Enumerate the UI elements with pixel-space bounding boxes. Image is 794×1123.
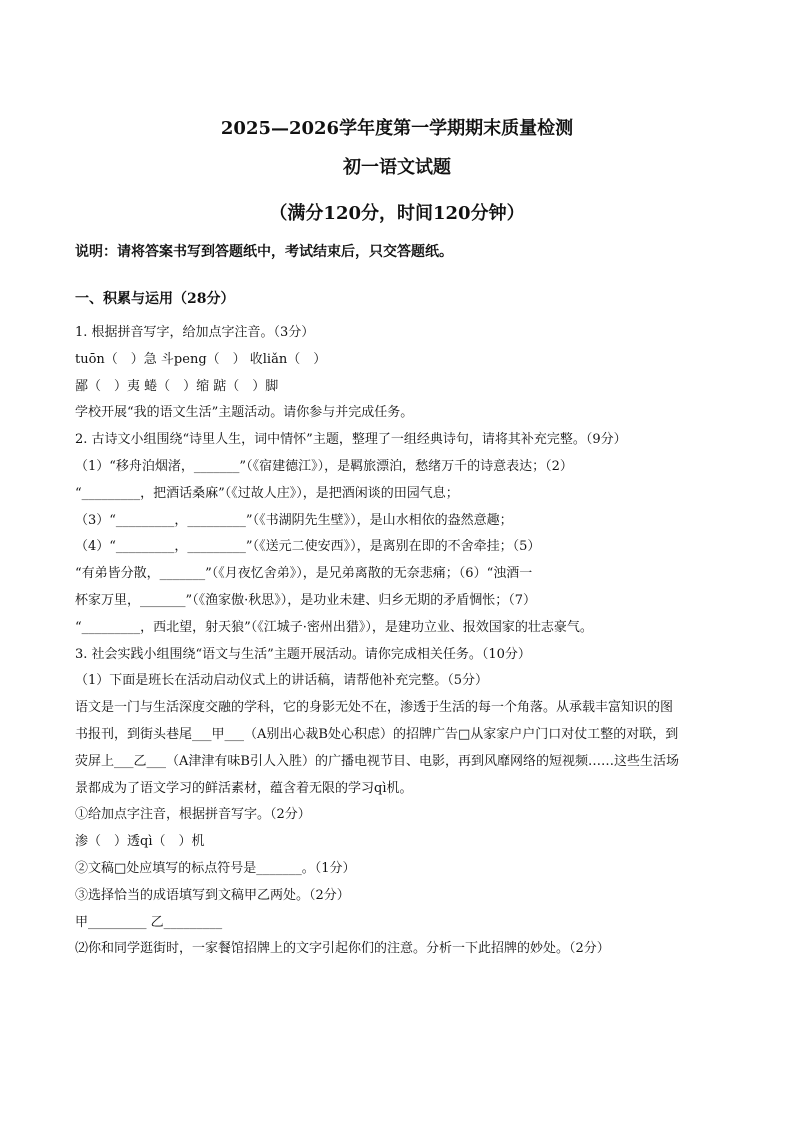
question-line: （1）下面是班长在活动启动仪式上的讲话稿，请帮他补充完整。（5分） bbox=[75, 673, 489, 689]
question-line: （1）“移舟泊烟渚，_______”（《宿建德江》），是羁旅漂泊，愁绪万千的诗意表达；（2） bbox=[75, 458, 573, 474]
question-line: ⑵你和同学逛街时，一家餐馆招牌上的文字引起你们的注意。分析一下此招牌的妙处。（2分） bbox=[75, 941, 610, 957]
question-line: “有弟皆分散，_______”（《月夜忆舍弟》），是兄弟离散的无奈悲痛；（6）“浊酒一 bbox=[75, 566, 533, 582]
question-line: ①给加点字注音，根据拼音写字。（2分） bbox=[75, 807, 311, 823]
question-line: （4）“_________，_________”（《送元二使安西》），是离别在即的不舍牵挂；（5） bbox=[75, 539, 541, 555]
exam-score-time: （满分120分，时间120分钟） bbox=[269, 203, 525, 224]
exam-title: 2025—2026学年度第一学期期末质量检测 bbox=[220, 118, 574, 139]
question-line: 3. 社会实践小组围绕“语文与生活”主题开展活动。请你完成相关任务。（10分） bbox=[75, 646, 531, 662]
exam-subject: 初一语文试题 bbox=[343, 157, 451, 178]
question-line: 2. 古诗文小组围绕“诗里人生，词中情怀”主题，整理了一组经典诗句，请将其补充完整。（9分） bbox=[75, 432, 627, 448]
question-line: ③选择恰当的成语填写到文稿甲乙两处。（2分） bbox=[75, 887, 350, 903]
section-heading: 一、积累与运用（28分） bbox=[75, 291, 235, 307]
question-line: 语文是一门与生活深度交融的学科，它的身影无处不在，渗透于生活的每一个角落。从承载丰富知识的图 bbox=[75, 700, 674, 716]
exam-instructions: 说明：请将答案书写到答题纸中，考试结束后，只交答题纸。 bbox=[75, 244, 453, 260]
question-line: 书报刊，到街头巷尾___甲___（A别出心裁B处心积虑）的招牌广告□从家家户户门口对仗工整的对联，到 bbox=[75, 726, 679, 742]
question-line: 杯家万里，_______”（《渔家傲·秋思》），是功业未建、归乡无期的矛盾惆怅；（7） bbox=[75, 592, 537, 608]
question-line: 1. 根据拼音写字，给加点字注音。（3分） bbox=[75, 325, 315, 340]
question-line: 学校开展“我的语文生活”主题活动。请你参与并完成任务。 bbox=[75, 405, 414, 421]
question-line: 甲_________ 乙_________ bbox=[75, 914, 223, 930]
question-line: 景都成为了语文学习的鲜活素材，蕴含着无限的学习qì机。 bbox=[75, 780, 413, 796]
question-line: （3）“_________，_________”（《书湖阴先生壁》），是山水相依的盎然意趣； bbox=[75, 512, 513, 528]
question-line: 渗（ ）透qì（ ）机 bbox=[75, 834, 205, 850]
section-body bbox=[75, 320, 725, 963]
question-line: “_________，把酒话桑麻”（《过故人庄》），是把酒闲谈的田园气息； bbox=[75, 485, 459, 501]
question-line: tuōn（ ）急 斗peng（ ） 收liǎn（ ） bbox=[75, 351, 327, 367]
question-line: ②文稿□处应填写的标点符号是_______。（1分） bbox=[75, 860, 356, 876]
question-line: “_________，西北望，射天狼”（《江城子·密州出猎》），是建功立业、报效国家的壮志豪气。 bbox=[75, 619, 593, 635]
question-line: 鄙（ ）夷 蜷（ ）缩 踮（ ）脚 bbox=[75, 378, 279, 394]
question-line: 荧屏上___乙___（A津津有味B引人入胜）的广播电视节目、电影，再到风靡网络的短视频……这些生活场 bbox=[75, 753, 679, 769]
